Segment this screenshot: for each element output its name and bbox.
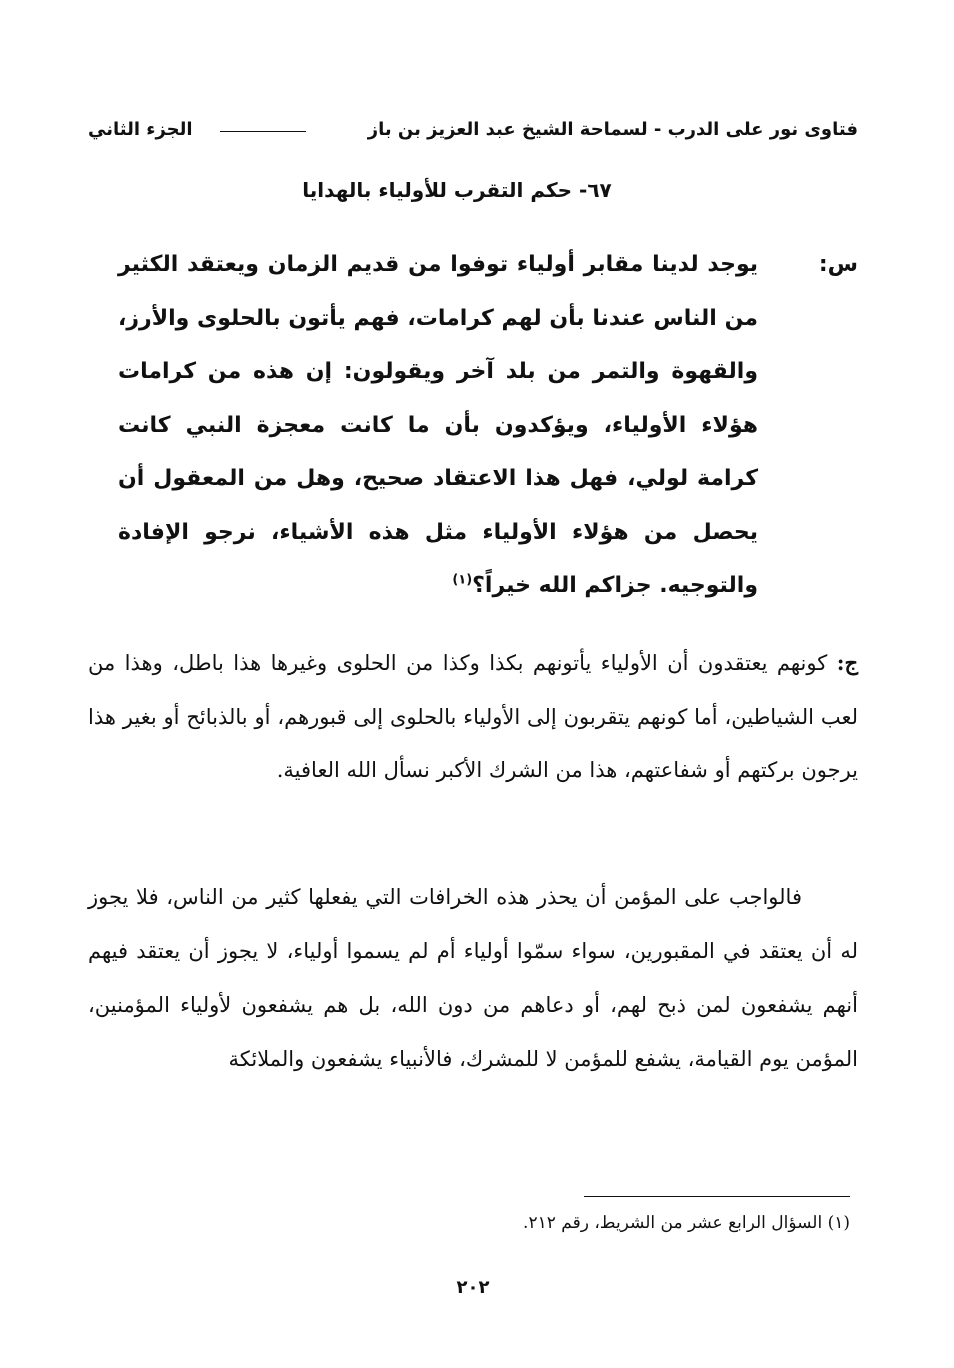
body-paragraph: فالواجب على المؤمن أن يحذر هذه الخرافات التي يفعلها كثير من الناس، فلا يجوز له أن يعتقد في المقبورين، سواء سمّوا أولياء أم لم يسموا أولياء، لا يجوز أن يعتقد فيهم أنهم يشفعون لمن ذبح لهم، أو دعاهم من دون الله، بل هم يشفعون لأولياء المؤمنين، المؤمن يوم القيامة، يشفع للمؤمن لا للمشرك، فالأنبياء يشفعون والملائكة	[88, 885, 858, 1071]
page-number: ٢٠٢	[456, 1277, 490, 1298]
footnote-divider	[584, 1196, 850, 1197]
answer-block	[88, 636, 858, 798]
answer-label: ج:	[836, 650, 858, 675]
volume-part: الجزء الثاني	[88, 119, 193, 140]
section-title: ٦٧- حكم التقرب للأولياء بالهدايا	[302, 178, 612, 202]
question-block	[118, 238, 858, 613]
question-label: س:	[818, 252, 858, 277]
running-header	[88, 112, 858, 148]
footnote-reference: (١)	[452, 572, 473, 588]
question-text: يوجد لدينا مقابر أولياء توفوا من قديم الزمان ويعتقد الكثير من الناس عندنا بأن لهم كرامات، فهم يأتون بالحلوى والأرز، والقهوة والتمر من بلد آخر ويقولون: إن هذه من كرامات هؤلاء الأولياء، ويؤكدون بأن ما كانت معجزة النبي كانت كرامة لولي، فهل هذا الاعتقاد صحيح، وهل من المعقول أن يحصل من هؤلاء الأولياء مثل هذه الأشياء، نرجو الإفادة والتوجيه. جزاكم الله خيراً؟	[118, 252, 758, 598]
book-title: فتاوى نور على الدرب - لسماحة الشيخ عبد العزيز بن باز	[367, 119, 858, 140]
answer-text: كونهم يعتقدون أن الأولياء يأتونهم بكذا وكذا من الحلوى وغيرها هذا باطل، وهذا من لعب الشياطين، أما كونهم يتقربون إلى الأولياء بالحلوى إلى قبورهم، أو بالذبائح أو بغير هذا يرجون بركتهم أو شفاعتهم، هذا من الشرك الأكبر نسأل الله العافية.	[88, 651, 858, 782]
header-rule	[220, 131, 306, 132]
footnote: (١) السؤال الرابع عشر من الشريط، رقم ٢١٢.	[523, 1213, 850, 1233]
question-text-wrapper	[118, 238, 758, 613]
